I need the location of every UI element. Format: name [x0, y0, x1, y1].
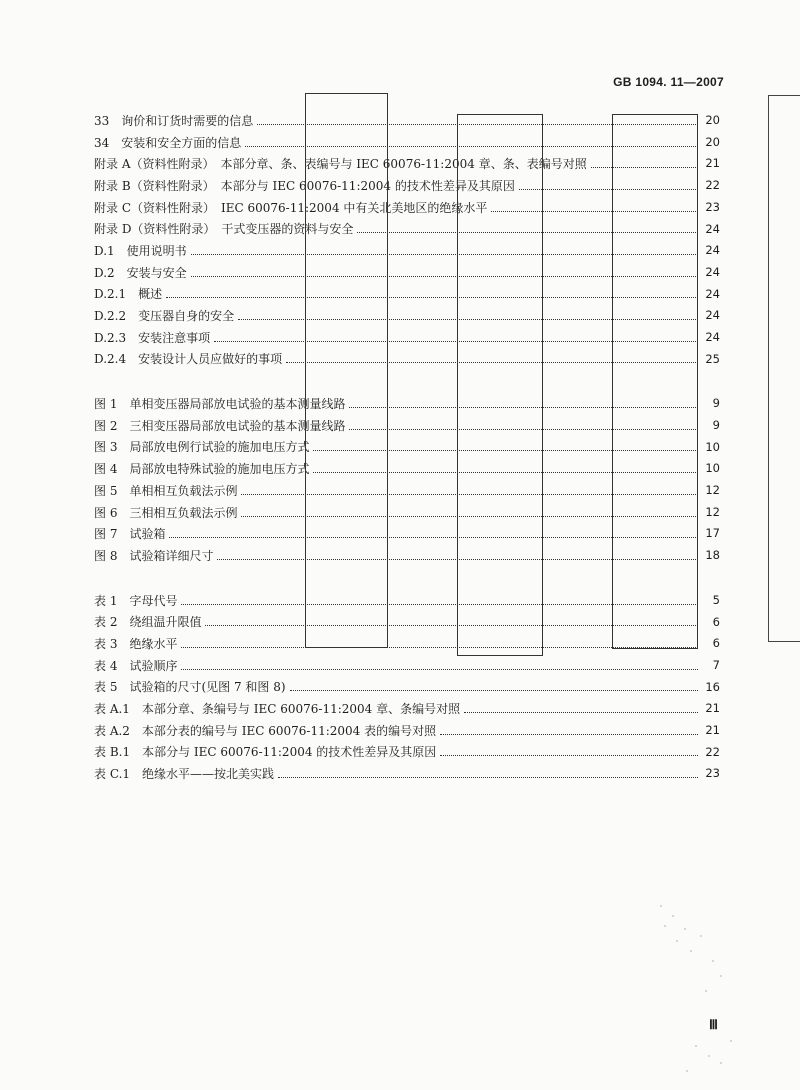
toc-leader-dots [349, 428, 698, 430]
speckle-dot [720, 975, 722, 977]
speckle-dot [672, 915, 674, 917]
toc-entry-label: D.2 安装与安全 [94, 265, 187, 280]
toc-entry-label: 附录 D（资料性附录） 干式变压器的资料与安全 [94, 222, 354, 237]
toc-entry[interactable] [94, 458, 720, 480]
toc-leader-dots [205, 624, 698, 626]
toc-leader-dots [349, 406, 698, 408]
toc-entry-page: 10 [705, 461, 720, 476]
toc-entry-page: 24 [705, 329, 720, 344]
toc-entry[interactable] [94, 677, 720, 699]
speckle-dot [712, 960, 714, 962]
toc-entry-label: 34 安装和安全方面的信息 [94, 135, 242, 150]
speckle-dot [695, 1045, 697, 1047]
toc-leader-dots [290, 689, 698, 691]
toc-entry[interactable] [94, 437, 720, 459]
toc-entry-label: 表 A.2 本部分表的编号与 IEC 60076-11:2004 表的编号对照 [94, 723, 437, 738]
toc-group-tables [94, 590, 720, 785]
toc-entry-label: 表 1 字母代号 [94, 593, 178, 608]
toc-entry-page: 24 [705, 264, 720, 279]
toc-entry-label: 附录 A（资料性附录） 本部分章、条、表编号与 IEC 60076-11:2004 章、条、表编号对照 [94, 157, 587, 172]
toc-leader-dots [245, 145, 698, 147]
toc-entry-label: D.2.2 变压器自身的安全 [94, 309, 235, 324]
toc-leader-dots [313, 471, 698, 473]
toc-entry[interactable] [94, 655, 720, 677]
toc-entry[interactable] [94, 305, 720, 327]
toc-entry-page: 24 [705, 221, 720, 236]
toc-entry-page: 20 [705, 113, 720, 128]
toc-entry-label: 图 3 局部放电例行试验的施加电压方式 [94, 440, 310, 455]
page-number: Ⅲ [709, 1017, 718, 1032]
toc-leader-dots [357, 231, 698, 233]
toc-entry[interactable] [94, 545, 720, 567]
toc-leader-dots [278, 776, 698, 778]
toc-entry[interactable] [94, 110, 720, 132]
toc-leader-dots [191, 275, 698, 277]
toc-entry-page: 12 [705, 483, 720, 498]
toc-entry[interactable] [94, 218, 720, 240]
standard-number: GB 1094. 11—2007 [613, 75, 724, 89]
toc-entry-label: 表 C.1 绝缘水平——按北美实践 [94, 767, 275, 782]
scan-artifact-frame [768, 95, 800, 642]
toc-entry[interactable] [94, 327, 720, 349]
toc-leader-dots [241, 515, 698, 517]
toc-entry-page: 21 [705, 722, 720, 737]
speckle-dot [686, 1070, 688, 1072]
toc-leader-dots [181, 668, 698, 670]
toc-entry-page: 9 [712, 396, 720, 411]
toc-leader-dots [464, 711, 698, 713]
toc-entry-page: 22 [705, 178, 720, 193]
toc-entry[interactable] [94, 611, 720, 633]
toc-entry-label: 表 5 试验箱的尺寸(见图 7 和图 8) [94, 680, 286, 695]
toc-entry[interactable] [94, 284, 720, 306]
toc-group-clauses [94, 110, 720, 370]
toc-entry[interactable] [94, 349, 720, 371]
toc-leader-dots [191, 253, 698, 255]
toc-entry[interactable] [94, 720, 720, 742]
toc-entry[interactable] [94, 153, 720, 175]
toc-entry-label: 图 7 试验箱 [94, 527, 166, 542]
toc-entry-page: 23 [705, 766, 720, 781]
toc-entry-label: 附录 B（资料性附录） 本部分与 IEC 60076-11:2004 的技术性差异及其原因 [94, 178, 515, 193]
toc-leader-dots [519, 188, 698, 190]
speckle-dot [730, 1040, 732, 1042]
toc-entry-label: 表 4 试验顺序 [94, 658, 178, 673]
toc-entry-page: 6 [712, 636, 720, 651]
toc-entry[interactable] [94, 698, 720, 720]
toc-entry-label: D.2.1 概述 [94, 287, 163, 302]
toc-entry-label: D.2.3 安装注意事项 [94, 330, 211, 345]
toc-entry[interactable] [94, 480, 720, 502]
toc-leader-dots [591, 166, 698, 168]
toc-entry[interactable] [94, 240, 720, 262]
toc-entry-label: 图 5 单相相互负载法示例 [94, 483, 238, 498]
toc-entry-page: 5 [712, 592, 720, 607]
speckle-dot [664, 925, 666, 927]
speckle-dot [676, 940, 678, 942]
toc-entry[interactable] [94, 590, 720, 612]
toc-entry-label: 附录 C（资料性附录） IEC 60076-11:2004 中有关北美地区的绝缘水平 [94, 200, 488, 215]
toc-entry[interactable] [94, 502, 720, 524]
toc-entry-label: 表 2 绕组温升限值 [94, 615, 202, 630]
speckle-dot [690, 950, 692, 952]
speckle-dot [700, 935, 702, 937]
toc-entry[interactable] [94, 523, 720, 545]
toc-entry-page: 7 [712, 657, 720, 672]
toc-entry-label: 表 3 绝缘水平 [94, 636, 178, 651]
toc-entry[interactable] [94, 393, 720, 415]
toc-entry-page: 12 [705, 504, 720, 519]
toc-entry-label: 图 8 试验箱详细尺寸 [94, 548, 214, 563]
toc-entry-page: 24 [705, 308, 720, 323]
toc-leader-dots [440, 754, 698, 756]
toc-leader-dots [238, 318, 698, 320]
toc-entry-page: 6 [712, 614, 720, 629]
toc-leader-dots [217, 558, 698, 560]
toc-entry-page: 21 [705, 156, 720, 171]
toc-entry-page: 10 [705, 439, 720, 454]
toc-entry-page: 22 [705, 744, 720, 759]
speckle-dot [708, 1055, 710, 1057]
toc-entry-label: 图 1 单相变压器局部放电试验的基本测量线路 [94, 397, 346, 412]
toc-leader-dots [257, 123, 698, 125]
toc-entry-label: 图 2 三相变压器局部放电试验的基本测量线路 [94, 418, 346, 433]
toc-entry[interactable] [94, 175, 720, 197]
toc-entry[interactable] [94, 132, 720, 154]
toc-entry-page: 24 [705, 243, 720, 258]
toc-entry-page: 21 [705, 701, 720, 716]
speckle-dot [720, 1062, 722, 1064]
toc-entry-label: D.2.4 安装设计人员应做好的事项 [94, 352, 283, 367]
speckle-dot [684, 928, 686, 930]
toc-entry-label: 表 B.1 本部分与 IEC 60076-11:2004 的技术性差异及其原因 [94, 745, 437, 760]
toc-entry[interactable] [94, 262, 720, 284]
toc-entry-label: 33 询价和订货时需要的信息 [94, 113, 254, 128]
toc-entry-page: 18 [705, 548, 720, 563]
toc-entry-page: 23 [705, 199, 720, 214]
toc-leader-dots [214, 340, 698, 342]
toc-entry-page: 9 [712, 418, 720, 433]
toc-entry-label: 表 A.1 本部分章、条编号与 IEC 60076-11:2004 章、条编号对照 [94, 702, 461, 717]
toc-entry-page: 25 [705, 351, 720, 366]
toc-leader-dots [313, 449, 698, 451]
toc-leader-dots [286, 361, 698, 363]
toc-entry[interactable] [94, 633, 720, 655]
toc-entry-label: D.1 使用说明书 [94, 243, 187, 258]
speckle-dot [705, 990, 707, 992]
table-of-contents [94, 110, 720, 785]
toc-entry[interactable] [94, 742, 720, 764]
toc-entry-page: 20 [705, 134, 720, 149]
toc-entry[interactable] [94, 763, 720, 785]
toc-entry[interactable] [94, 197, 720, 219]
toc-entry-label: 图 4 局部放电特殊试验的施加电压方式 [94, 462, 310, 477]
toc-leader-dots [169, 536, 698, 538]
toc-entry[interactable] [94, 415, 720, 437]
toc-leader-dots [166, 296, 698, 298]
toc-entry-page: 16 [705, 679, 720, 694]
speckle-dot [660, 905, 662, 907]
toc-leader-dots [491, 210, 698, 212]
toc-leader-dots [181, 603, 698, 605]
toc-group-figures [94, 393, 720, 567]
toc-entry-page: 24 [705, 286, 720, 301]
toc-entry-page: 17 [705, 526, 720, 541]
toc-leader-dots [181, 646, 698, 648]
toc-entry-label: 图 6 三相相互负载法示例 [94, 505, 238, 520]
toc-leader-dots [241, 493, 698, 495]
toc-leader-dots [440, 733, 698, 735]
